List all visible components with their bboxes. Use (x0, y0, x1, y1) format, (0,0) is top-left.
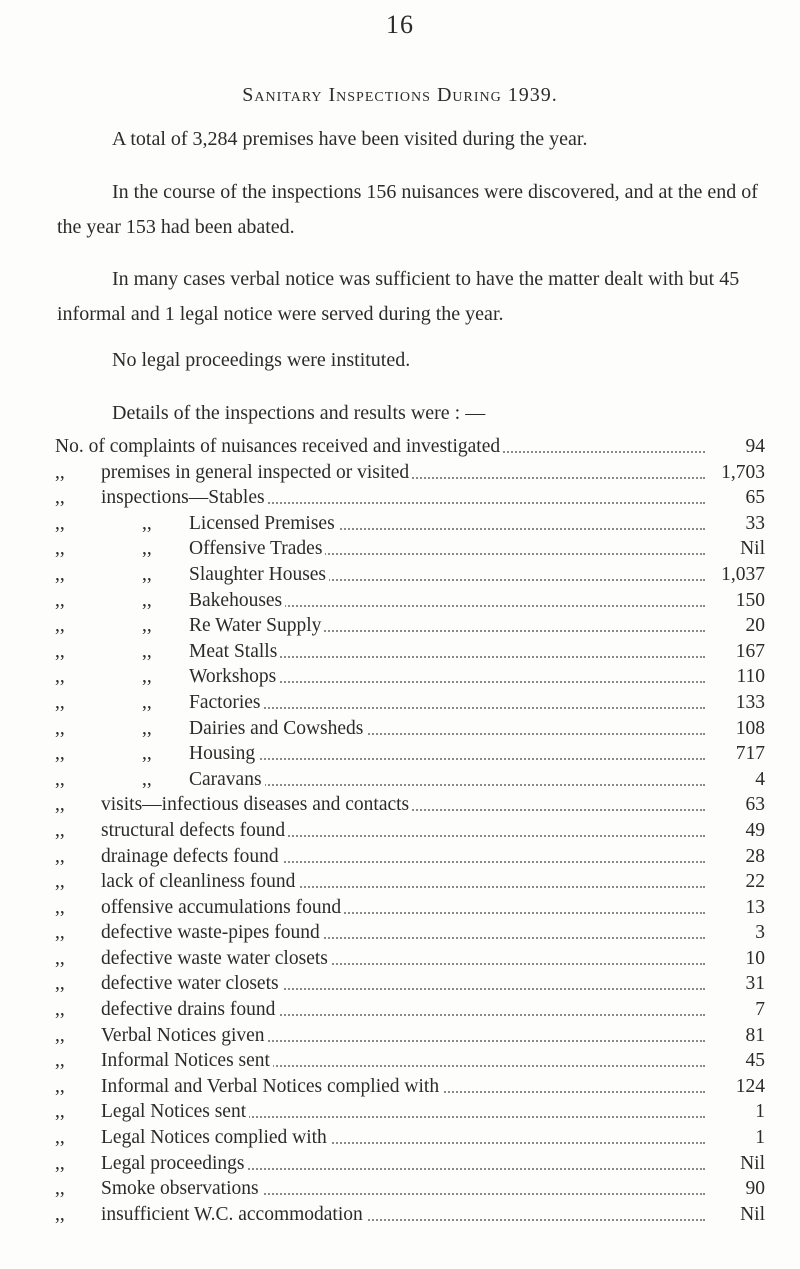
detail-label-text: lack of cleanliness found (101, 871, 298, 892)
detail-value: 33 (705, 511, 765, 537)
detail-value: 3 (705, 920, 765, 946)
detail-label (101, 844, 705, 870)
detail-label-text: drainage defects found (101, 846, 282, 867)
detail-value: 108 (705, 716, 765, 742)
detail-label-text: Meat Stalls (189, 641, 280, 662)
detail-label (101, 1023, 705, 1049)
inspection-details-list (55, 434, 765, 1227)
detail-value: 63 (705, 792, 765, 818)
ditto-mark: ,, (55, 487, 65, 509)
detail-value: 94 (705, 434, 765, 460)
ditto-mark: ,, (55, 589, 65, 611)
detail-label-text: structural defects found (101, 820, 288, 841)
paragraph-nuisances: In the course of the inspections 156 nuisances were discovered, and at the end of the year 153 had been abated. (57, 181, 758, 238)
ditto-mark: ,, (55, 691, 65, 713)
detail-value: Nil (705, 1151, 765, 1177)
detail-label (101, 869, 705, 895)
detail-value: 90 (705, 1176, 765, 1202)
detail-row (55, 639, 765, 665)
detail-label-text: visits—infectious diseases and contacts (101, 794, 412, 815)
detail-value: 7 (705, 997, 765, 1023)
ditto-mark: ,, (55, 563, 65, 585)
detail-row (55, 1074, 765, 1100)
detail-row (55, 767, 765, 793)
ditto-mark: ,, (55, 1024, 65, 1046)
detail-value: Nil (705, 1202, 765, 1228)
detail-value: 20 (705, 613, 765, 639)
detail-row (55, 511, 765, 537)
detail-row (55, 664, 765, 690)
detail-value: 1,703 (705, 460, 765, 486)
detail-row (55, 741, 765, 767)
detail-label-text: defective water closets (101, 973, 282, 994)
detail-label-text: Dairies and Cowsheds (189, 718, 366, 739)
detail-value: 13 (705, 895, 765, 921)
ditto-mark: ,, (55, 666, 65, 688)
detail-label (101, 946, 705, 972)
detail-value: 717 (705, 741, 765, 767)
detail-row (55, 997, 765, 1023)
detail-label (189, 664, 705, 690)
detail-label (101, 460, 705, 486)
detail-label-text: premises in general inspected or visited (101, 462, 412, 483)
detail-label-text: Slaughter Houses (189, 564, 329, 585)
ditto-mark: ,, (55, 461, 65, 483)
detail-label-text: inspections—Stables (101, 487, 268, 508)
detail-value: 49 (705, 818, 765, 844)
detail-label (101, 1125, 705, 1151)
detail-row (55, 792, 765, 818)
detail-value: 124 (705, 1074, 765, 1100)
detail-label (189, 588, 705, 614)
detail-label-text: Housing (189, 743, 258, 764)
ditto-mark: ,, (55, 1178, 65, 1200)
detail-label-text: Licensed Premises (189, 513, 338, 534)
detail-label (55, 434, 705, 460)
detail-label-text: Caravans (189, 769, 265, 790)
ditto-mark: ,, (142, 717, 152, 739)
detail-label (189, 562, 705, 588)
detail-row (55, 895, 765, 921)
detail-value: 10 (705, 946, 765, 972)
detail-label (101, 1099, 705, 1125)
detail-row (55, 1125, 765, 1151)
detail-value: 81 (705, 1023, 765, 1049)
detail-label (189, 716, 705, 742)
detail-label (101, 920, 705, 946)
ditto-mark: ,, (142, 691, 152, 713)
ditto-mark: ,, (55, 896, 65, 918)
detail-label (101, 1202, 705, 1228)
ditto-mark: ,, (55, 1075, 65, 1097)
paragraph-notices: In many cases verbal notice was sufficient to have the matter dealt with but 45 informal and 1 legal notice were served during the year. (57, 268, 740, 325)
ditto-mark: ,, (55, 999, 65, 1021)
detail-label (189, 536, 705, 562)
ditto-mark: ,, (55, 922, 65, 944)
ditto-mark: ,, (55, 768, 65, 790)
detail-label (189, 690, 705, 716)
page-number: 16 (386, 10, 414, 39)
detail-value: 31 (705, 971, 765, 997)
ditto-mark: ,, (55, 1101, 65, 1123)
detail-row (55, 844, 765, 870)
detail-label-text: Workshops (189, 666, 279, 687)
detail-value: 1,037 (705, 562, 765, 588)
detail-row (55, 460, 765, 486)
detail-row (55, 946, 765, 972)
detail-label-text: Bakehouses (189, 590, 285, 611)
paragraph-proceedings: No legal proceedings were instituted. (112, 349, 411, 371)
detail-value: 133 (705, 690, 765, 716)
detail-label (101, 818, 705, 844)
detail-label-text: Factories (189, 692, 263, 713)
ditto-mark: ,, (55, 819, 65, 841)
detail-label-text: defective waste water closets (101, 948, 331, 969)
ditto-mark: ,, (55, 1127, 65, 1149)
paragraph-details-intro: Details of the inspections and results were : — (112, 402, 486, 424)
detail-label (101, 485, 705, 511)
detail-row (55, 690, 765, 716)
detail-label (101, 1176, 705, 1202)
detail-label-text: Verbal Notices given (101, 1025, 268, 1046)
detail-row (55, 1202, 765, 1228)
ditto-mark: ,, (142, 666, 152, 688)
detail-label-text: Informal Notices sent (101, 1050, 273, 1071)
detail-label-text: Legal proceedings (101, 1153, 247, 1174)
detail-value: Nil (705, 536, 765, 562)
detail-row (55, 562, 765, 588)
ditto-mark: ,, (142, 563, 152, 585)
ditto-mark: ,, (55, 538, 65, 560)
detail-label-text: offensive accumulations found (101, 897, 344, 918)
ditto-mark: ,, (55, 743, 65, 765)
detail-value: 167 (705, 639, 765, 665)
detail-label (101, 1074, 705, 1100)
ditto-mark: ,, (55, 640, 65, 662)
detail-label-text: Offensive Trades (189, 538, 325, 559)
ditto-mark: ,, (55, 1050, 65, 1072)
detail-label (189, 613, 705, 639)
detail-row (55, 920, 765, 946)
detail-label-text: Re Water Supply (189, 615, 324, 636)
detail-row (55, 1099, 765, 1125)
detail-value: 28 (705, 844, 765, 870)
ditto-mark: ,, (55, 794, 65, 816)
detail-row (55, 613, 765, 639)
detail-row (55, 818, 765, 844)
detail-label-text: Legal Notices sent (101, 1101, 249, 1122)
detail-label (101, 971, 705, 997)
detail-value: 1 (705, 1125, 765, 1151)
detail-label (101, 895, 705, 921)
detail-label-text: defective waste-pipes found (101, 922, 323, 943)
detail-value: 1 (705, 1099, 765, 1125)
detail-value: 65 (705, 485, 765, 511)
ditto-mark: ,, (142, 768, 152, 790)
ditto-mark: ,, (142, 512, 152, 534)
detail-value: 45 (705, 1048, 765, 1074)
detail-label-text: Informal and Verbal Notices complied with (101, 1076, 442, 1097)
ditto-mark: ,, (55, 1152, 65, 1174)
ditto-mark: ,, (55, 717, 65, 739)
detail-label (101, 792, 705, 818)
detail-label-text: Legal Notices complied with (101, 1127, 330, 1148)
detail-row (55, 1176, 765, 1202)
detail-value: 4 (705, 767, 765, 793)
ditto-mark: ,, (55, 845, 65, 867)
detail-label (101, 1151, 705, 1177)
detail-row (55, 716, 765, 742)
ditto-mark: ,, (142, 538, 152, 560)
detail-row (55, 588, 765, 614)
detail-label-text: defective drains found (101, 999, 278, 1020)
ditto-mark: ,, (55, 615, 65, 637)
detail-value: 22 (705, 869, 765, 895)
ditto-mark: ,, (142, 640, 152, 662)
section-heading: Sanitary Inspections During 1939. (242, 84, 558, 106)
detail-value: 150 (705, 588, 765, 614)
paragraph-total-visits: A total of 3,284 premises have been visited during the year. (112, 128, 588, 150)
detail-row (55, 1151, 765, 1177)
ditto-mark: ,, (55, 1203, 65, 1225)
detail-label-text: Smoke observations (101, 1178, 262, 1199)
detail-label (101, 1048, 705, 1074)
detail-row (55, 485, 765, 511)
detail-row (55, 971, 765, 997)
detail-row (55, 434, 765, 460)
detail-label (189, 741, 705, 767)
detail-label (189, 511, 705, 537)
ditto-mark: ,, (142, 589, 152, 611)
ditto-mark: ,, (55, 512, 65, 534)
detail-row (55, 1023, 765, 1049)
ditto-mark: ,, (55, 871, 65, 893)
detail-label-text: No. of complaints of nuisances received and investigated (55, 436, 503, 457)
detail-label (189, 767, 705, 793)
detail-value: 110 (705, 664, 765, 690)
detail-label (189, 639, 705, 665)
ditto-mark: ,, (142, 743, 152, 765)
detail-row (55, 536, 765, 562)
ditto-mark: ,, (142, 615, 152, 637)
detail-label (101, 997, 705, 1023)
detail-row (55, 869, 765, 895)
ditto-mark: ,, (55, 973, 65, 995)
detail-row (55, 1048, 765, 1074)
detail-label-text: insufficient W.C. accommodation (101, 1204, 366, 1225)
ditto-mark: ,, (55, 947, 65, 969)
